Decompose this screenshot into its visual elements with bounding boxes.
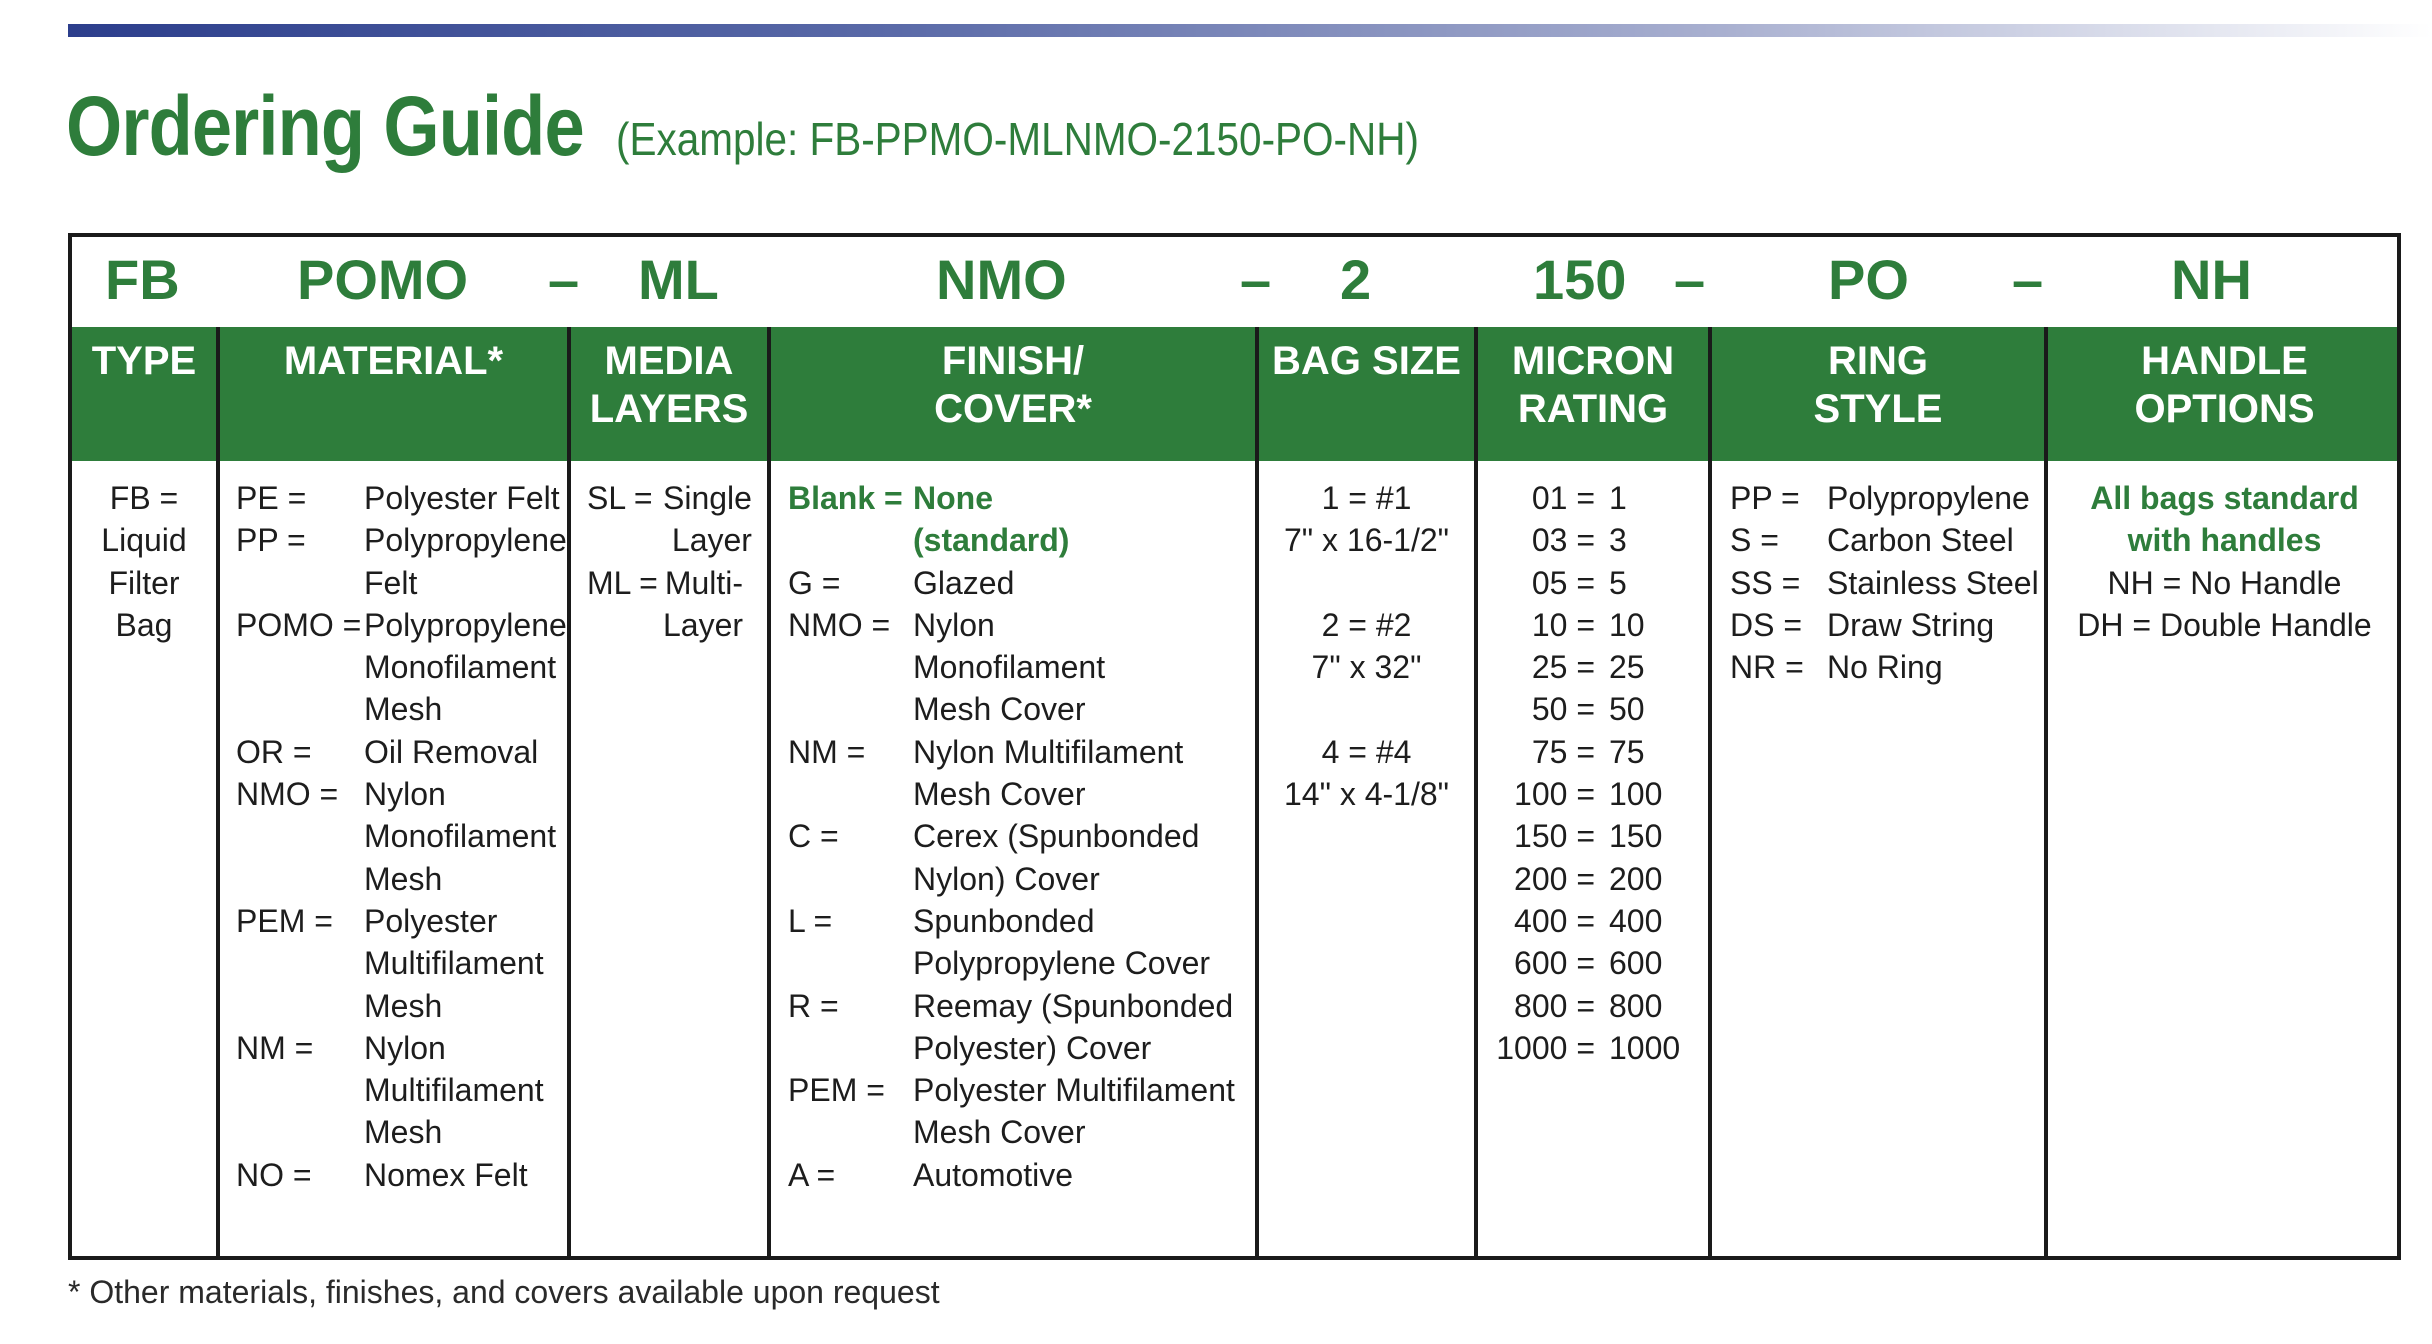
ring-entry (1730, 519, 2039, 561)
ring-description (1827, 562, 2039, 604)
material-description-line: Monofilament (364, 818, 557, 855)
code-row (72, 237, 2397, 327)
material-code: NMO = (236, 776, 339, 813)
material-description-line: Mesh (364, 691, 443, 728)
media-description-line: Layer (663, 606, 744, 643)
handle-option-line: DH = Double Handle (2077, 606, 2372, 643)
header-media-layers: MEDIA LAYERS (589, 339, 749, 431)
micron-value: 1 (1609, 480, 1627, 516)
finish-entry (788, 900, 1235, 985)
material-entry (236, 1154, 567, 1196)
material-description (364, 1154, 528, 1196)
material-description (364, 900, 544, 1027)
finish-description-line: Mesh Cover (913, 776, 1086, 813)
micron-value: 25 (1609, 649, 1645, 686)
ring-description-line: Stainless Steel (1827, 564, 2039, 601)
finish-description (913, 900, 1210, 985)
footnote: * Other materials, finishes, and covers available upon request (68, 1274, 940, 1310)
micron-entry (1478, 815, 1708, 857)
micron-code: 400 = (1514, 902, 1595, 939)
material-code: POMO = (236, 606, 362, 643)
type-line: Filter (108, 564, 180, 601)
media-entry (587, 562, 752, 647)
material-description (364, 1027, 544, 1154)
micron-value: 1000 (1609, 1029, 1681, 1066)
finish-description-line: Polypropylene Cover (913, 945, 1211, 982)
finish-description-line: Polyester Multifilament (913, 1072, 1235, 1109)
finish-description-line: Nylon (913, 606, 995, 643)
material-description (364, 477, 560, 519)
finish-description (913, 604, 1105, 731)
material-description-line: Multifilament (364, 1072, 544, 1109)
material-description-line: Oil Removal (364, 733, 539, 770)
finish-description-line: Mesh Cover (913, 1114, 1086, 1151)
micron-entry (1478, 688, 1708, 730)
code-dash: – (1674, 248, 1706, 311)
example-code: (Example: FB-PPMO-MLNMO-2150-PO-NH) (616, 113, 1420, 165)
finish-description-line: Glazed (913, 564, 1015, 601)
material-description-line: Polypropylene (364, 522, 567, 559)
media-description-line: Single (663, 480, 752, 516)
bag-size-line (1259, 688, 1474, 730)
finish-code: PEM = (788, 1072, 885, 1109)
bag-size-line: 1 = #1 (1321, 480, 1412, 516)
finish-description-line: Polyester) Cover (913, 1029, 1152, 1066)
code-bag-size: 2 (1340, 248, 1372, 311)
media-description-line: Layer (671, 522, 752, 559)
ring-code: PP = (1730, 480, 1800, 516)
micron-entry (1478, 477, 1708, 519)
material-description (364, 731, 538, 773)
finish-description-line: (standard) (913, 522, 1070, 559)
micron-value: 3 (1609, 522, 1627, 559)
material-description-line: Mesh (364, 987, 443, 1024)
column-divider (2044, 327, 2048, 1256)
type-cell (72, 477, 216, 646)
ring-entry (1730, 477, 2039, 519)
header-micron-rating: MICRON RATING (1511, 339, 1675, 431)
micron-entry (1478, 985, 1708, 1027)
micron-code: 10 = (1531, 606, 1595, 643)
type-line: Bag (115, 606, 173, 643)
media-code: ML = (587, 564, 658, 601)
code-micron: 150 (1533, 248, 1627, 311)
material-description-line: Mesh (364, 1114, 443, 1151)
handle-standard-line: with handles (2127, 522, 2322, 559)
micron-value: 600 (1609, 945, 1663, 982)
column-divider (567, 327, 571, 1256)
micron-code: 800 = (1514, 987, 1595, 1024)
micron-code: 75 = (1531, 733, 1595, 770)
header-ring-style: RING STYLE (1813, 339, 1943, 431)
micron-entry (1478, 858, 1708, 900)
micron-code: 150 = (1514, 818, 1595, 855)
micron-entry (1478, 604, 1708, 646)
micron-value: 50 (1609, 691, 1645, 728)
handle-options-cell (2048, 477, 2401, 646)
finish-description (913, 562, 1014, 604)
header-type: TYPE (91, 339, 197, 383)
material-code: NM = (236, 1029, 314, 1066)
finish-entry (788, 815, 1235, 900)
column-divider (1708, 327, 1712, 1256)
material-description-line: Monofilament (364, 649, 557, 686)
micron-code: 200 = (1514, 860, 1595, 897)
micron-entry (1478, 1027, 1708, 1069)
ring-description-line: Polypropylene (1827, 480, 2030, 516)
material-description-line: Nylon (364, 1029, 446, 1066)
micron-entry (1478, 900, 1708, 942)
finish-entry (788, 1154, 1235, 1196)
ring-entry (1730, 646, 2039, 688)
material-code: NO = (236, 1156, 312, 1193)
material-description-line: Mesh (364, 860, 443, 897)
ring-code: NR = (1730, 649, 1804, 686)
finish-code: NM = (788, 733, 866, 770)
micron-code: 100 = (1514, 776, 1595, 813)
material-description (364, 604, 567, 731)
micron-code: 600 = (1514, 945, 1595, 982)
finish-description (913, 731, 1183, 816)
code-pomo: POMO (297, 248, 469, 311)
micron-value: 5 (1609, 564, 1627, 601)
finish-code: G = (788, 564, 841, 601)
material-description-line: Polypropylene (364, 606, 567, 643)
ring-description-line: Carbon Steel (1827, 522, 2014, 559)
ring-code: S = (1730, 522, 1779, 559)
column-divider (767, 327, 771, 1256)
finish-description-line: Automotive (913, 1156, 1074, 1193)
ring-code: DS = (1730, 606, 1803, 643)
ring-description (1827, 477, 2030, 519)
ring-code: SS = (1730, 564, 1801, 601)
micron-value: 800 (1609, 987, 1663, 1024)
finish-description (913, 1069, 1235, 1154)
bag-size-line (1259, 562, 1474, 604)
material-code: OR = (236, 733, 312, 770)
micron-entry (1478, 646, 1708, 688)
micron-value: 200 (1609, 860, 1663, 897)
finish-code: A = (788, 1156, 836, 1193)
material-entry (236, 604, 567, 731)
media-description-line: Multi- (664, 564, 744, 601)
material-description-line: Multifilament (364, 945, 544, 982)
material-description (364, 773, 556, 900)
finish-code: C = (788, 818, 839, 855)
ordering-table (68, 233, 2401, 1260)
ring-entry (1730, 562, 2039, 604)
micron-value: 100 (1609, 776, 1663, 813)
finish-code: NMO = (788, 606, 891, 643)
finish-entry (788, 477, 1235, 562)
media-entry (587, 477, 752, 562)
micron-entry (1478, 942, 1708, 984)
media-description (663, 477, 752, 562)
type-line: FB = (109, 480, 179, 516)
material-code: PP = (236, 522, 306, 559)
bag-size-cell (1259, 477, 1474, 815)
finish-code: Blank = (788, 480, 903, 516)
bag-size-line: 7" x 32" (1311, 649, 1422, 686)
code-dash: – (548, 248, 580, 311)
title-row (66, 78, 1529, 188)
material-description (364, 519, 567, 604)
material-code: PE = (236, 480, 307, 516)
media-code: SL = (587, 480, 653, 516)
finish-entry (788, 604, 1235, 731)
material-entry (236, 477, 567, 519)
top-gradient-bar (68, 24, 2432, 37)
code-nmo: NMO (936, 248, 1067, 311)
material-entry (236, 1027, 567, 1154)
material-description-line: Felt (364, 564, 418, 601)
micron-value: 400 (1609, 902, 1663, 939)
micron-value: 75 (1609, 733, 1645, 770)
ring-entry (1730, 604, 2039, 646)
finish-entry (788, 1069, 1235, 1154)
material-cell (236, 477, 567, 1196)
finish-description (913, 815, 1199, 900)
finish-description-line: Cerex (Spunbonded (913, 818, 1200, 855)
finish-description-line: Monofilament (913, 649, 1106, 686)
ring-description (1827, 646, 1943, 688)
code-ml: ML (638, 248, 719, 311)
finish-description-line: Spunbonded (913, 902, 1095, 939)
material-description-line: Nomex Felt (364, 1156, 528, 1193)
micron-rating-cell (1478, 477, 1708, 1069)
material-entry (236, 900, 567, 1027)
header-finish-cover: FINISH/ COVER* (934, 339, 1092, 431)
micron-value: 150 (1609, 818, 1663, 855)
finish-description-line: Mesh Cover (913, 691, 1086, 728)
material-entry (236, 773, 567, 900)
finish-description (913, 1154, 1073, 1196)
finish-description-line: None (913, 480, 993, 516)
micron-entry (1478, 519, 1708, 561)
header-bag-size: BAG SIZE (1272, 339, 1461, 383)
header-handle-options: HANDLE OPTIONS (2134, 339, 2315, 431)
micron-entry (1478, 773, 1708, 815)
finish-entry (788, 731, 1235, 816)
finish-description-line: Nylon) Cover (913, 860, 1100, 897)
micron-code: 05 = (1531, 564, 1595, 601)
finish-description-line: Reemay (Spunbonded (913, 987, 1234, 1024)
finish-code: R = (788, 987, 839, 1024)
micron-code: 1000 = (1496, 1029, 1595, 1066)
micron-code: 03 = (1531, 522, 1595, 559)
finish-description (913, 477, 1069, 562)
page-title: Ordering Guide (66, 79, 584, 173)
micron-code: 25 = (1531, 649, 1595, 686)
finish-description-line: Nylon Multifilament (913, 733, 1184, 770)
handle-standard-line: All bags standard (2090, 480, 2359, 516)
column-divider (216, 327, 220, 1256)
handle-option-line: NH = No Handle (2107, 564, 2342, 601)
bag-size-line: 7" x 16-1/2" (1283, 522, 1450, 559)
ring-description-line: Draw String (1827, 606, 1995, 643)
ring-description (1827, 604, 1994, 646)
finish-description (913, 985, 1233, 1070)
header-material: MATERIAL* (283, 339, 504, 383)
micron-entry (1478, 731, 1708, 773)
micron-entry (1478, 562, 1708, 604)
finish-cover-cell (788, 477, 1235, 1196)
type-line: Liquid (101, 522, 187, 559)
material-entry (236, 731, 567, 773)
material-description-line: Polyester Felt (364, 480, 560, 516)
finish-code: L = (788, 902, 833, 939)
bag-size-line: 2 = #2 (1321, 606, 1412, 643)
media-description (663, 562, 743, 647)
ring-style-cell (1730, 477, 2039, 688)
code-po: PO (1828, 248, 1909, 311)
finish-entry (788, 562, 1235, 604)
media-layers-cell (587, 477, 752, 646)
micron-code: 01 = (1531, 480, 1595, 516)
ring-description (1827, 519, 2014, 561)
material-description-line: Polyester (364, 902, 498, 939)
code-fb: FB (105, 248, 180, 311)
bag-size-line: 4 = #4 (1321, 733, 1412, 770)
code-dash: – (1240, 248, 1272, 311)
bag-size-line: 14" x 4-1/8" (1283, 776, 1450, 813)
micron-value: 10 (1609, 606, 1645, 643)
material-description-line: Nylon (364, 776, 446, 813)
ring-description-line: No Ring (1827, 649, 1943, 686)
material-code: PEM = (236, 902, 333, 939)
material-entry (236, 519, 567, 604)
code-dash: – (2012, 248, 2044, 311)
finish-entry (788, 985, 1235, 1070)
micron-code: 50 = (1531, 691, 1595, 728)
code-nh: NH (2171, 248, 2252, 311)
